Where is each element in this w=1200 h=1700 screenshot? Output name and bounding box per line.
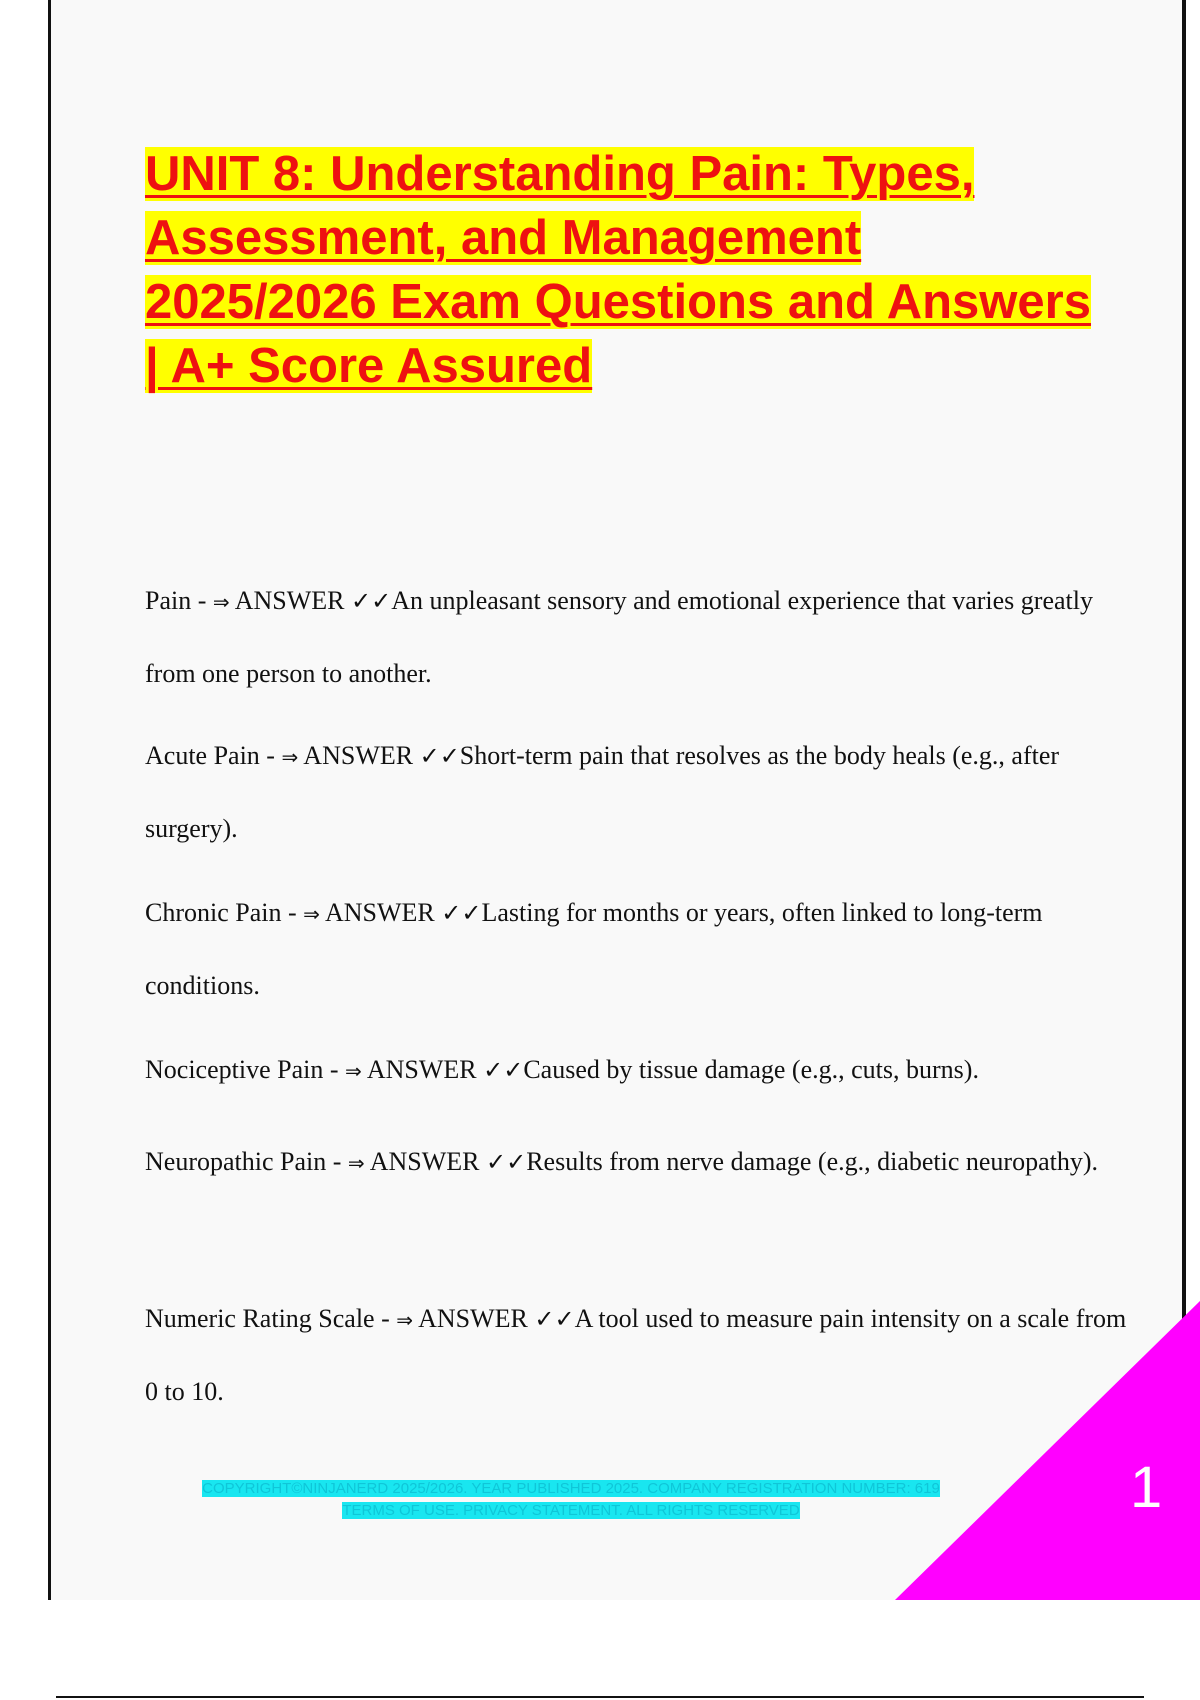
answer-label: ANSWER	[319, 898, 442, 927]
qa-item-acute-pain	[145, 720, 1145, 864]
answer-label: ANSWER	[361, 1055, 484, 1084]
arrow-icon: ⇒	[281, 745, 299, 769]
qa-answer: A tool used to measure pain intensity on a scale from 0 to 10.	[145, 1304, 1127, 1406]
footer-line-2: TERMS OF USE. PRIVACY STATEMENT. ALL RIGHTS RESERVED	[342, 1502, 800, 1519]
qa-term: Acute Pain -	[145, 741, 282, 770]
qa-term: Chronic Pain -	[145, 898, 304, 927]
answer-label: ANSWER	[298, 741, 420, 770]
check-icon: ✓✓	[486, 1148, 527, 1176]
title-line-1: UNIT 8: Understanding Pain: Types,	[145, 147, 975, 201]
qa-term: Nociceptive Pain -	[145, 1055, 345, 1084]
arrow-icon: ⇒	[347, 1151, 365, 1175]
qa-answer: Lasting for months or years, often linked to long-term conditions.	[145, 898, 1043, 1000]
qa-answer: Caused by tissue damage (e.g., cuts, burns).	[523, 1055, 979, 1084]
qa-answer: An unpleasant sensory and emotional experience that varies greatly from one person to another.	[145, 586, 1093, 688]
title-line-2: Assessment, and Management	[145, 211, 862, 265]
check-icon: ✓✓	[483, 1056, 524, 1084]
title-line-3: 2025/2026 Exam Questions and Answers	[145, 275, 1091, 329]
footer-line-1: COPYRIGHT©NINJANERD 2025/2026. YEAR PUBLISHED 2025. COMPANY REGISTRATION NUMBER: 619	[202, 1480, 940, 1497]
arrow-icon: ⇒	[303, 902, 320, 926]
arrow-icon: ⇒	[345, 1059, 362, 1083]
answer-label: ANSWER	[229, 586, 351, 615]
copyright-footer	[106, 1478, 1036, 1522]
document-title	[145, 142, 1145, 398]
qa-term: Pain -	[145, 586, 213, 615]
qa-answer: Results from nerve damage (e.g., diabetic neuropathy).	[526, 1147, 1099, 1176]
bottom-divider	[56, 1696, 1144, 1698]
qa-answer: Short-term pain that resolves as the body heals (e.g., after surgery).	[145, 741, 1060, 843]
check-icon: ✓✓	[534, 1305, 575, 1333]
title-line-4: | A+ Score Assured	[145, 339, 593, 393]
page-corner-triangle	[895, 1300, 1200, 1600]
check-icon: ✓✓	[351, 587, 392, 615]
arrow-icon: ⇒	[396, 1308, 414, 1332]
qa-term: Numeric Rating Scale -	[145, 1304, 397, 1333]
qa-item-pain	[145, 565, 1145, 709]
answer-label: ANSWER	[413, 1304, 535, 1333]
qa-item-chronic-pain	[145, 877, 1145, 1021]
page-number: 1	[1130, 1455, 1163, 1520]
qa-item-nociceptive-pain	[145, 1034, 1145, 1107]
arrow-icon: ⇒	[212, 590, 230, 614]
check-icon: ✓✓	[441, 899, 482, 927]
check-icon: ✓✓	[419, 742, 460, 770]
answer-label: ANSWER	[364, 1147, 486, 1176]
qa-term: Neuropathic Pain -	[145, 1147, 348, 1176]
qa-item-neuropathic-pain	[145, 1126, 1145, 1199]
